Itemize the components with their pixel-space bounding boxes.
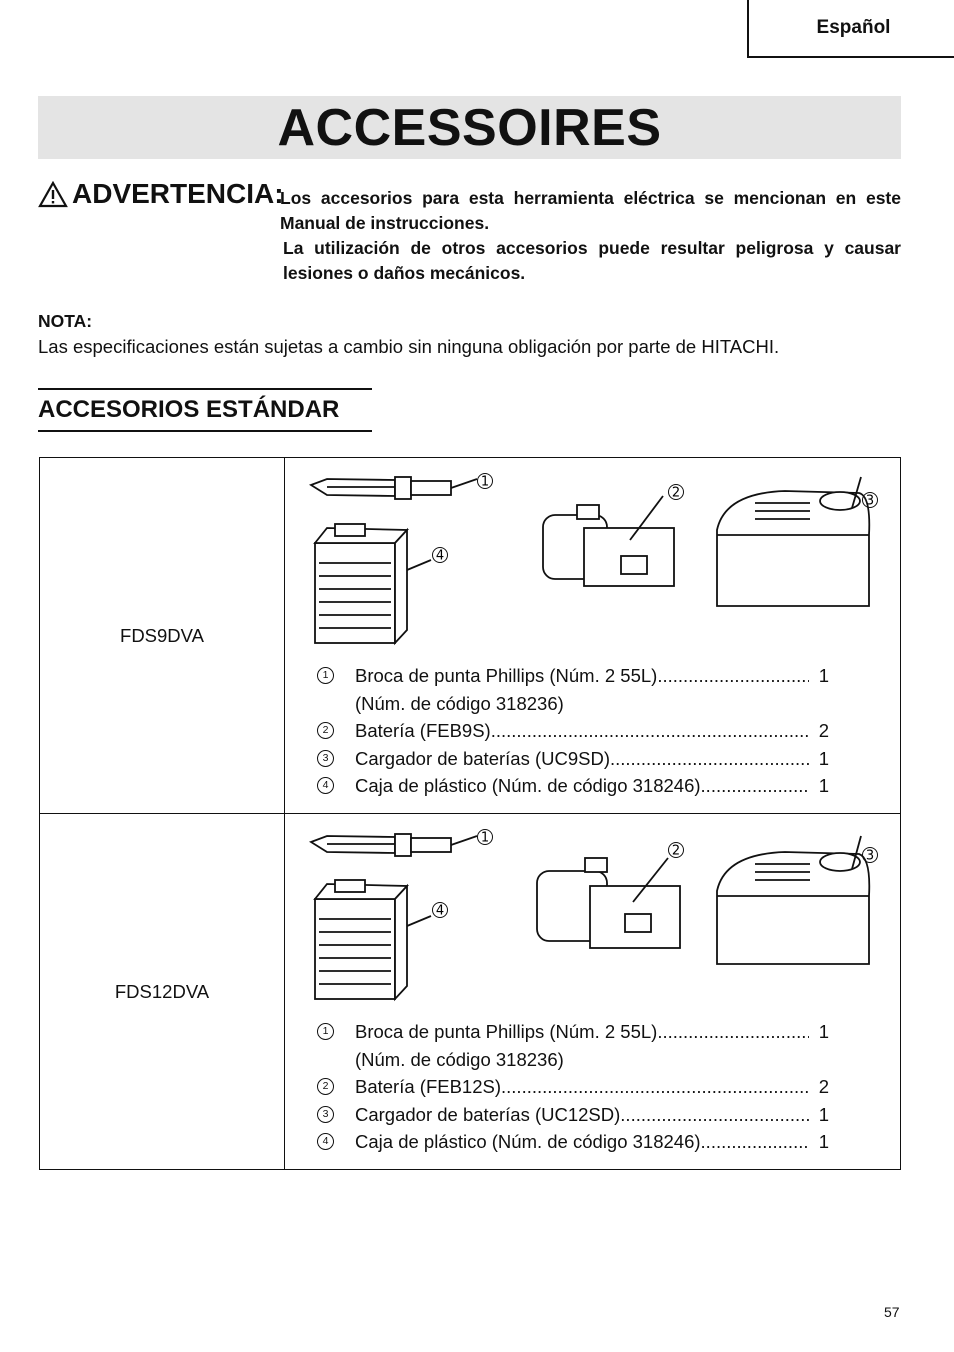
item-body <box>355 1018 829 1073</box>
item-description: Cargador de baterías (UC9SD) <box>355 747 610 769</box>
item-number-badge <box>317 1101 355 1129</box>
leader-dots <box>620 1101 809 1129</box>
callout-4-label: 4 <box>435 903 445 919</box>
title-bar <box>38 96 901 159</box>
model-name: FDS12DVA <box>114 980 210 1002</box>
leader-dots <box>657 1018 809 1046</box>
item-number-badge <box>317 745 355 773</box>
callout-2-label: 2 <box>671 843 681 859</box>
accessory-list <box>317 1018 837 1156</box>
battery-drawing <box>543 496 674 586</box>
item-number-badge <box>317 1018 355 1046</box>
item-number: 3 <box>317 750 334 767</box>
item-line <box>355 1073 829 1101</box>
callout-2-label: 2 <box>671 485 681 501</box>
item-number-badge <box>317 662 355 690</box>
item-number: 4 <box>317 777 334 794</box>
item-description: Batería (FEB9S) <box>355 720 491 741</box>
battery-drawing <box>537 858 680 948</box>
callout-2 <box>669 485 684 501</box>
plastic-case-drawing <box>315 524 431 643</box>
item-number-badge <box>317 1073 355 1101</box>
callout-4 <box>433 548 448 564</box>
item-line <box>355 745 829 773</box>
accessories-table <box>39 457 901 1170</box>
item-line <box>355 772 829 800</box>
warning-triangle-icon <box>38 181 68 208</box>
item-line <box>355 1101 829 1129</box>
item-quantity: 1 <box>818 1131 829 1152</box>
item-quantity: 1 <box>818 1021 829 1042</box>
warning-text-1: Los accesorios para esta herramienta eléctrica se mencionan en este Manual de instrucciones. <box>280 188 901 233</box>
item-quantity: 1 <box>818 775 829 796</box>
item-quantity: 2 <box>818 720 829 741</box>
item-quantity: 1 <box>818 747 829 769</box>
item-line <box>355 717 829 745</box>
accessories-cell <box>285 814 901 1170</box>
language-label: Español <box>816 17 891 38</box>
item-number: 2 <box>317 722 334 739</box>
page-number: 57 <box>884 1304 900 1320</box>
item-quantity: 2 <box>818 1076 829 1097</box>
warning-heading <box>38 178 284 210</box>
accessories-illustration <box>285 458 901 658</box>
item-line <box>355 1018 829 1046</box>
accessory-item <box>317 717 837 745</box>
model-cell <box>40 458 285 814</box>
leader-dots <box>701 772 809 800</box>
item-description: Caja de plástico (Núm. de código 318246) <box>355 1131 701 1152</box>
item-body <box>355 1128 829 1156</box>
item-description: Broca de punta Phillips (Núm. 2 55L) <box>355 1021 658 1042</box>
warning-label: ADVERTENCIA: <box>72 178 284 209</box>
callout-4 <box>433 903 448 919</box>
callout-1 <box>478 474 493 490</box>
item-quantity: 1 <box>818 665 829 686</box>
item-number: 1 <box>317 1023 334 1040</box>
leader-dots <box>491 717 809 745</box>
leader-dots <box>701 1128 809 1156</box>
item-body <box>355 745 829 773</box>
item-number: 2 <box>317 1078 334 1095</box>
accessory-list <box>317 662 837 800</box>
leader-dots <box>501 1073 809 1101</box>
accessory-item <box>317 1018 837 1073</box>
item-number-badge <box>317 1128 355 1156</box>
accessory-item <box>317 772 837 800</box>
callout-1-label: 1 <box>480 830 490 846</box>
nota-text: Las especificaciones están sujetas a cambio sin ninguna obligación por parte de HITACHI. <box>38 336 780 357</box>
phillips-bit-drawing <box>311 834 477 856</box>
charger-drawing <box>717 836 869 964</box>
accessory-row <box>40 458 901 814</box>
item-body <box>355 717 829 745</box>
section-heading: ACCESORIOS ESTÁNDAR <box>38 388 372 432</box>
accessory-item <box>317 662 837 717</box>
item-number-badge <box>317 772 355 800</box>
item-code: (Núm. de código 318236) <box>355 1048 564 1070</box>
warning-text-2: La utilización de otros accesorios puede resultar peligrosa y causar lesiones o daños mecánicos. <box>283 238 901 283</box>
accessory-item <box>317 745 837 773</box>
nota-label: NOTA: <box>38 311 93 331</box>
plastic-case-drawing <box>315 880 431 999</box>
leader-dots <box>657 662 809 690</box>
leader-dots <box>610 745 809 773</box>
accessory-item <box>317 1128 837 1156</box>
callout-3-label: 3 <box>865 493 875 509</box>
model-cell <box>40 814 285 1170</box>
page-title: ACCESSOIRES <box>277 98 662 157</box>
item-number: 3 <box>317 1106 334 1123</box>
item-description: Cargador de baterías (UC12SD) <box>355 1103 621 1125</box>
accessories-illustration <box>285 814 901 1014</box>
item-line <box>355 662 829 690</box>
item-number-badge <box>317 717 355 745</box>
charger-drawing <box>717 477 869 606</box>
callout-1 <box>478 830 493 846</box>
item-body <box>355 772 829 800</box>
item-number: 4 <box>317 1133 334 1150</box>
callout-1-label: 1 <box>480 474 490 490</box>
item-number: 1 <box>317 667 334 684</box>
item-body <box>355 1101 829 1129</box>
item-line <box>355 1128 829 1156</box>
item-body <box>355 662 829 717</box>
item-description: Batería (FEB12S) <box>355 1076 502 1097</box>
model-name: FDS9DVA <box>120 624 204 646</box>
language-tab <box>747 0 954 58</box>
item-description: Broca de punta Phillips (Núm. 2 55L) <box>355 665 658 686</box>
phillips-bit-drawing <box>311 477 477 499</box>
accessory-item <box>317 1101 837 1129</box>
accessory-row <box>40 814 901 1170</box>
item-body <box>355 1073 829 1101</box>
callout-2 <box>669 843 684 859</box>
item-quantity: 1 <box>818 1103 829 1125</box>
accessory-item <box>317 1073 837 1101</box>
callout-3-label: 3 <box>865 848 875 864</box>
item-description: Caja de plástico (Núm. de código 318246) <box>355 775 701 796</box>
accessories-cell <box>285 458 901 814</box>
callout-4-label: 4 <box>435 548 445 564</box>
item-code: (Núm. de código 318236) <box>355 692 564 714</box>
